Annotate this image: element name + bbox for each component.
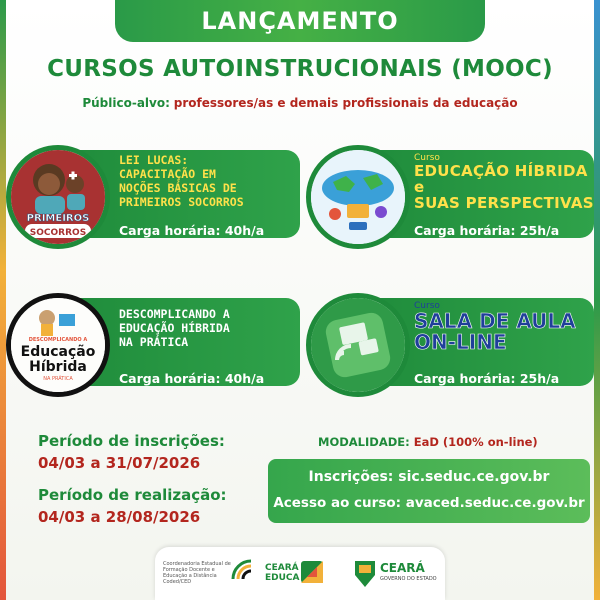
- ceara-educa-flag-icon: [301, 561, 323, 583]
- launch-banner: LANÇAMENTO: [115, 0, 485, 42]
- course-title: LEI LUCAS: CAPACITAÇÃO EM NOÇÕES BÁSICAS DE PRIMEIROS SOCORROS: [119, 153, 244, 209]
- logo-text-socorros: SOCORROS: [29, 228, 87, 238]
- course-access-link[interactable]: Acesso ao curso: avaced.seduc.ce.gov.br: [273, 495, 585, 511]
- state-coat-of-arms-icon: [353, 559, 377, 587]
- governo-subtitle: GOVERNO DO ESTADO: [380, 576, 437, 582]
- hybrid-education-illustration: [306, 145, 410, 249]
- signup-link[interactable]: Inscrições: sic.seduc.ce.gov.br: [308, 469, 550, 485]
- course-hours: Carga horária: 25h/a: [414, 223, 560, 238]
- first-aid-logo: [6, 145, 110, 249]
- coged-logo-text: Coordenadoria Estadual de Formação Docente e Educação a Distância Coded/CED: [163, 561, 231, 585]
- ceara-educa-logo: CEARÁ EDUCA: [265, 563, 300, 583]
- course-prefix: Curso: [414, 153, 440, 163]
- execution-period-label: Período de realização:: [38, 486, 227, 504]
- links-box: [268, 459, 590, 523]
- hybrid-practice-logo: [6, 293, 110, 397]
- course-title: SALA DE AULA ON-LINE: [414, 309, 576, 354]
- course-prefix: Curso: [414, 301, 440, 311]
- wifi-icon: [229, 557, 255, 583]
- logo-text-na-pratica: NA PRÁTICA: [43, 376, 73, 382]
- audience-value: professores/as e demais profissionais da educação: [173, 96, 518, 110]
- logo-text-educacao: Educação: [20, 344, 96, 360]
- online-classroom-illustration: [306, 293, 410, 397]
- course-card-first-aid[interactable]: [6, 145, 300, 243]
- course-title: DESCOMPLICANDO A EDUCAÇÃO HÍBRIDA NA PRÁTICA: [119, 307, 230, 349]
- course-card-hybrid-perspectives[interactable]: [306, 145, 594, 243]
- course-hours: Carga horária: 40h/a: [119, 223, 265, 238]
- logo-text-descomplicando: DESCOMPLICANDO A: [28, 337, 88, 343]
- audience-line: [0, 96, 600, 110]
- page-title: CURSOS AUTOINSTRUCIONAIS (MOOC): [47, 56, 553, 82]
- logo-text-hibrida: Híbrida: [29, 359, 87, 375]
- decorative-edge-right: [594, 0, 600, 600]
- course-card-online-classroom[interactable]: [306, 293, 594, 391]
- course-hours: Carga horária: 40h/a: [119, 371, 265, 386]
- enrollment-period-dates: 04/03 a 31/07/2026: [38, 454, 201, 472]
- modality-value: EaD (100% on-line): [413, 435, 538, 449]
- audience-label: Público-alvo:: [82, 96, 170, 110]
- course-card-hybrid-practice[interactable]: [6, 293, 300, 391]
- modality-line: [318, 435, 538, 449]
- course-hours: Carga horária: 25h/a: [414, 371, 560, 386]
- logo-text-primeiros: PRIMEIROS: [26, 213, 90, 224]
- modality-label: MODALIDADE:: [318, 435, 410, 449]
- governo-ceara-logo: CEARÁ: [380, 561, 425, 575]
- footer-logos: [155, 547, 445, 600]
- execution-period-dates: 04/03 a 28/08/2026: [38, 508, 201, 526]
- course-title: EDUCAÇÃO HÍBRIDA e SUAS PERSPECTIVAS: [414, 162, 594, 212]
- enrollment-period-label: Período de inscrições:: [38, 432, 225, 450]
